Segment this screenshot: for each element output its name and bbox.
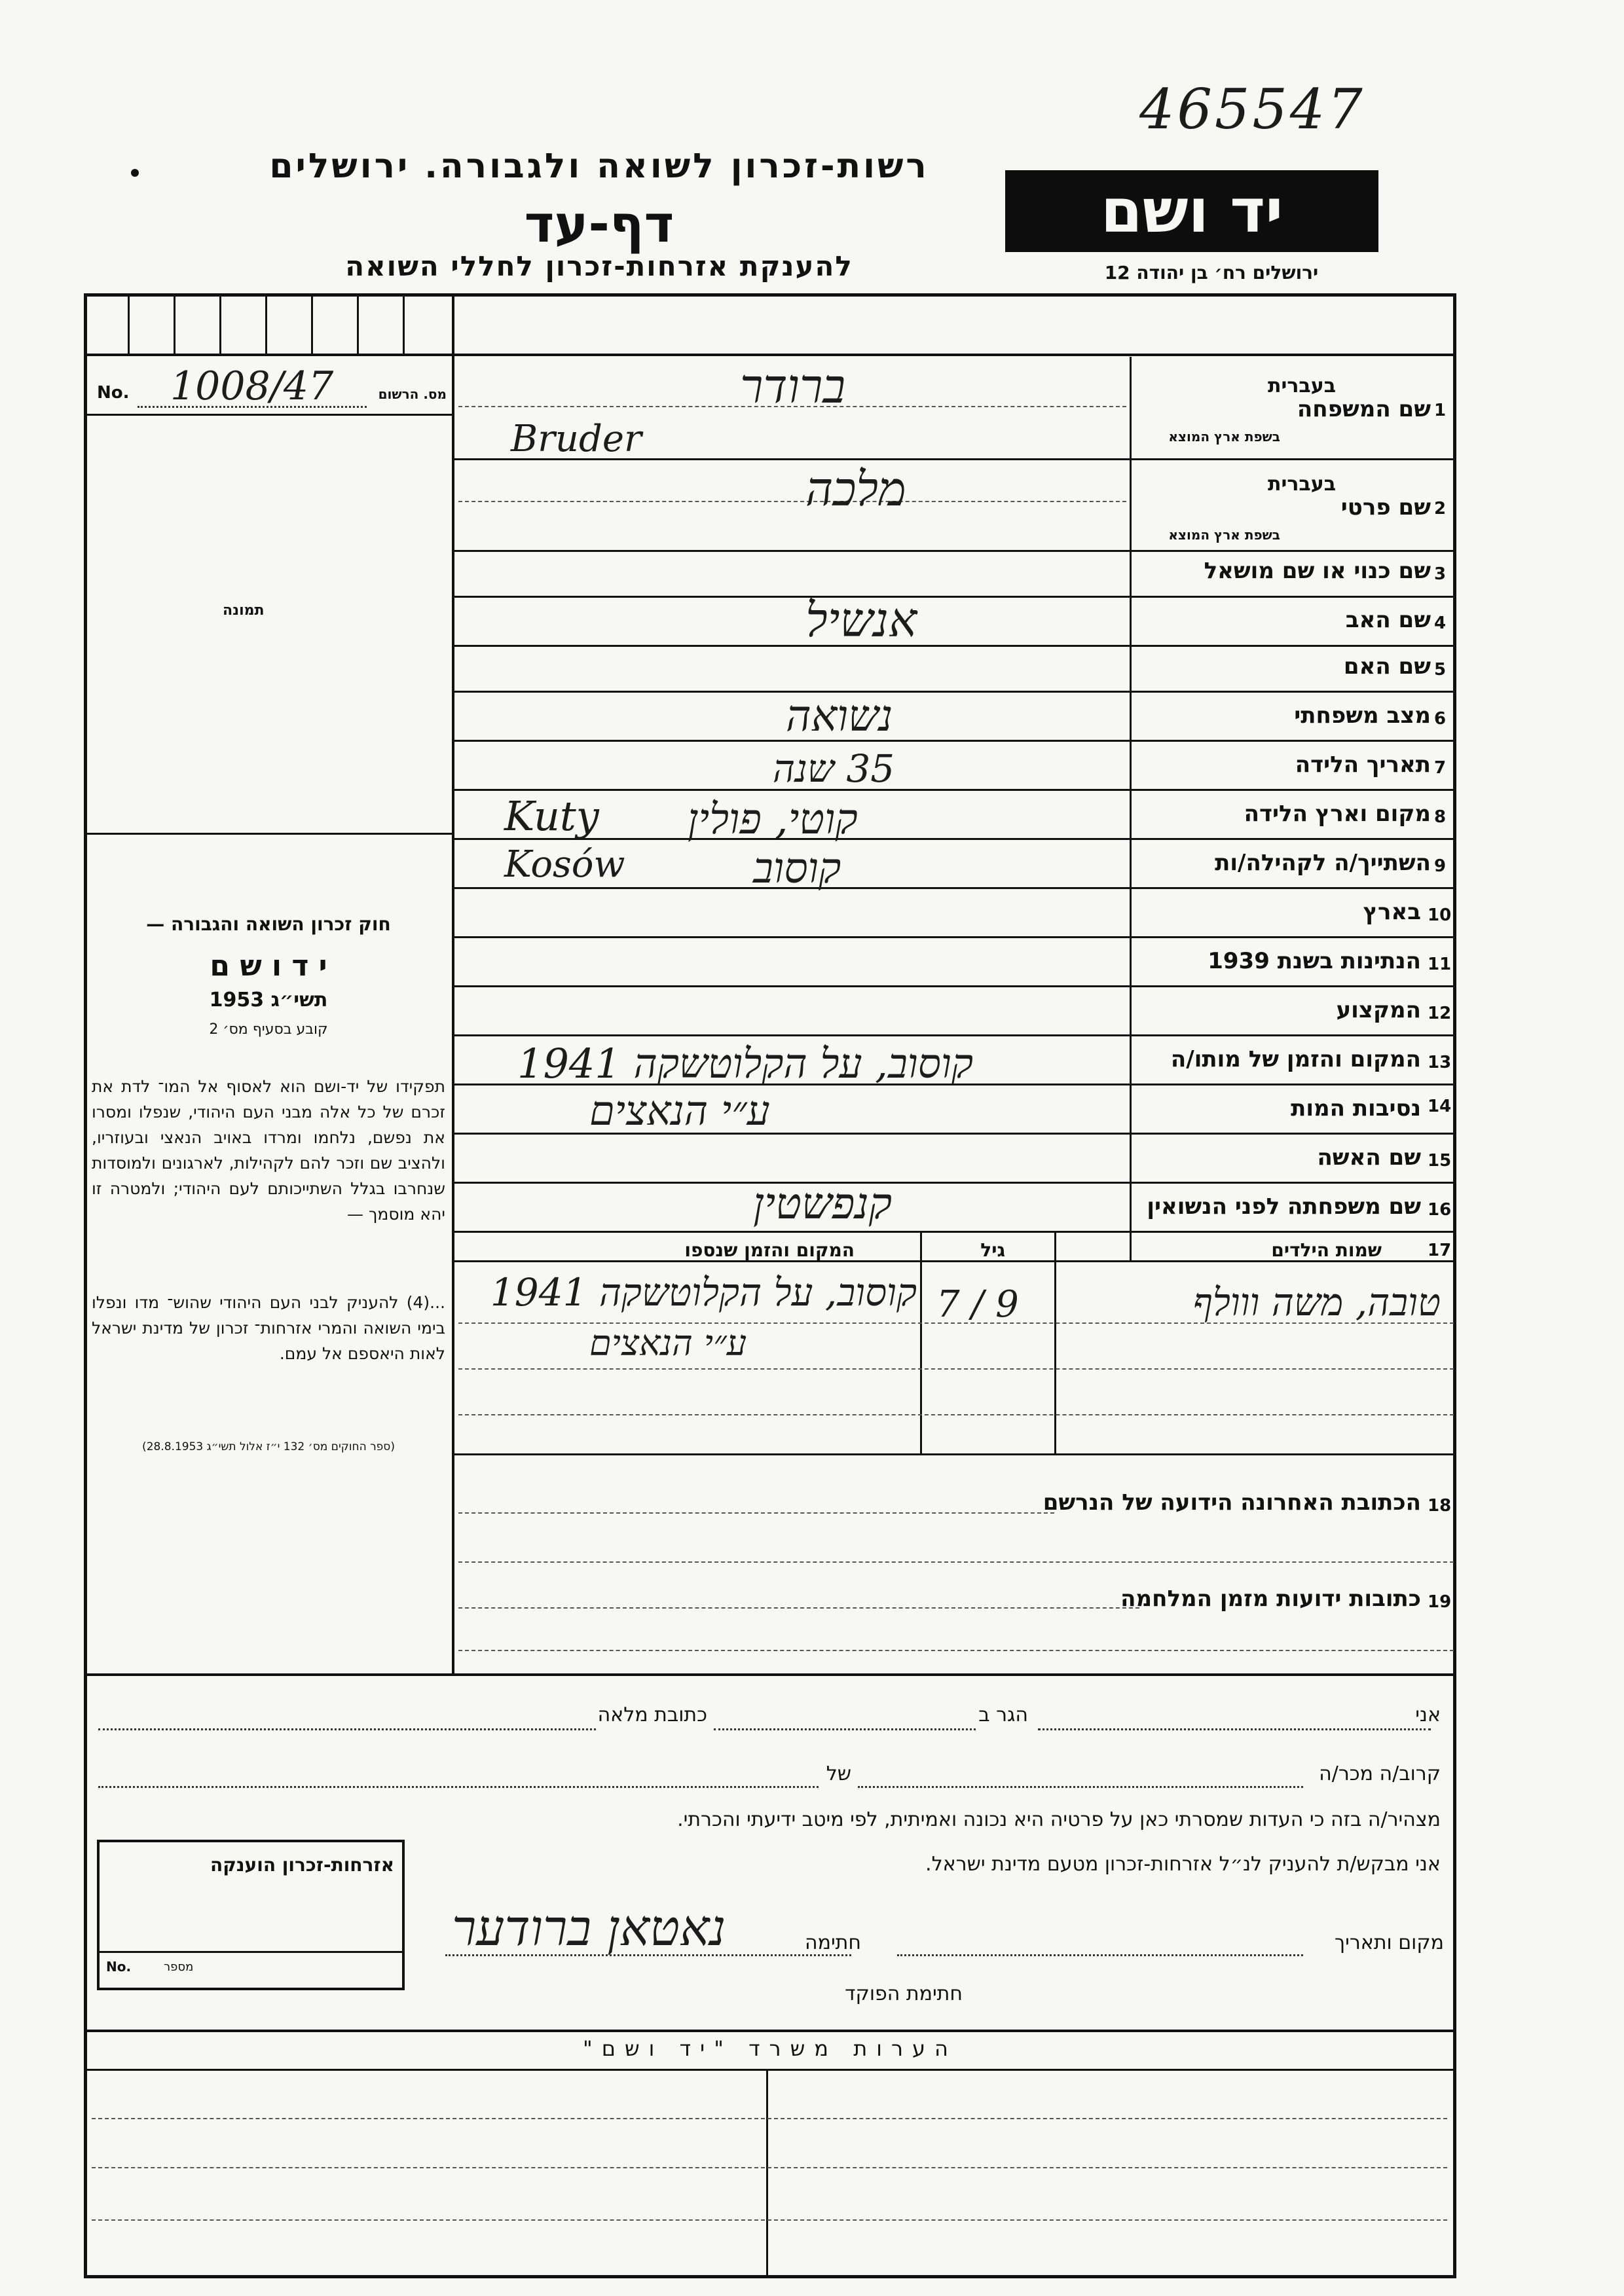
row-sep-6	[454, 740, 1456, 742]
row-sep-8	[454, 838, 1456, 840]
field-10-number: 10	[1428, 905, 1452, 925]
field-19-label: כתובות ידועות מזמן המלחמה	[1120, 1586, 1421, 1612]
field-19-line-2	[458, 1650, 1454, 1651]
field-9-number: 9	[1434, 856, 1447, 876]
row-sep-4	[454, 645, 1456, 647]
remarks-title: הערות משרד "יד ושם"	[583, 2036, 957, 2061]
field-3-number: 3	[1434, 564, 1447, 584]
field-8-label: מקום וארץ הלידה	[1244, 801, 1431, 827]
row-sep-11	[454, 985, 1456, 987]
law-paragraph-1: תפקידו של יד-ושם הוא לאסוף אל המו־ לדת את זכרם של כל אלה מבני העם היהודי, שנפלו ומסרו את נפשם, נלחמו ומרדו באויב הנאצי ובעוזריו, ולהציב שם וזכר להם לקהילות, לארגונים ולמוסדות שנחרבו בגלל השתייכותם לעם היהודי; ולמטרה זו יהא מוסמך —	[92, 1077, 445, 1224]
yad-vashem-logo: יד ושם	[1005, 170, 1378, 252]
field-19-number: 19	[1428, 1592, 1452, 1612]
field-13-label: המקום והזמן של מותו/ה	[1170, 1046, 1421, 1072]
granted-box-number-label: מספר	[164, 1960, 194, 1974]
field-17-number: 17	[1428, 1241, 1452, 1260]
field-13-number: 13	[1428, 1053, 1452, 1072]
form-title: דף-עד	[524, 195, 674, 254]
field-14-number: 14	[1428, 1097, 1452, 1116]
strip-cell-3	[219, 293, 221, 354]
decl-of: של	[826, 1762, 851, 1785]
photo-label: תמונה	[223, 602, 265, 619]
label-column-divider	[1130, 357, 1132, 1260]
field-3-label: שם כנוי או שם מושאל	[1204, 558, 1431, 584]
field-16-value: קנפשטין	[753, 1178, 893, 1229]
field-6-value: נשואה	[786, 691, 893, 741]
children-col-1	[1054, 1231, 1056, 1453]
row-sep-15	[454, 1182, 1456, 1184]
field-1-sub-origin: בשפת ארץ המוצא	[1168, 429, 1280, 445]
field-8-value-latin: Kuty	[504, 792, 599, 840]
children-names-value: טובה, משה ווולף	[1192, 1280, 1441, 1324]
field-5-number: 5	[1434, 660, 1447, 680]
field-6-label: מצב משפחתי	[1294, 702, 1431, 729]
strip-cell-1	[128, 293, 130, 354]
field-1-label: שם המשפחה	[1297, 396, 1431, 422]
row-sep-2	[454, 550, 1456, 552]
strip-cell-6	[357, 293, 359, 354]
remarks-line-1	[92, 2118, 1447, 2119]
field-10-label: בארץ	[1363, 899, 1421, 925]
field-8-value: קוטי, פולין	[688, 795, 858, 844]
field-11-number: 11	[1428, 955, 1452, 974]
registration-label: מס. הרשום	[378, 386, 447, 402]
field-9-label: השתייך/ה לקהילה/ות	[1215, 850, 1431, 876]
declaration-divider	[84, 1673, 1456, 1676]
field-18-line-1	[458, 1512, 1054, 1514]
logo-address: ירושלים רח׳ בן יהודה 12	[1104, 262, 1319, 283]
registration-underline	[84, 414, 452, 416]
law-year: תשי״ג 1953	[209, 989, 328, 1011]
field-14-label: נסיבות המות	[1291, 1095, 1421, 1121]
field-2-number: 2	[1434, 499, 1447, 519]
children-place-value-2: ע״י הנאצים	[589, 1322, 747, 1364]
children-names-header: שמות הילדים	[1271, 1239, 1382, 1261]
row-sep-9	[454, 887, 1456, 889]
field-2-label: שם פרטי	[1340, 494, 1431, 520]
row-sep-10	[454, 936, 1456, 938]
law-paragraph-2: ...(4) להעניק לבני העם היהודי שהוש־ מדו ונפלו בימי השואה והמרי אזרחות־ זכרון של מדינת ישראל לאות היאספם אל עמם.	[92, 1293, 445, 1363]
decl-line-2b	[98, 1786, 819, 1788]
org-name: רשות-זכרון לשואה ולגבורה. ירושלים	[269, 147, 929, 186]
field-13-value: קוסוב, על הקלוטשקה 1941	[517, 1040, 973, 1087]
granted-box-no: No.	[106, 1959, 132, 1975]
field-7-label: תאריך הלידה	[1295, 752, 1431, 778]
field-2-value: מלכה	[805, 462, 906, 517]
strip-cell-5	[311, 293, 313, 354]
decl-line-1a	[1038, 1728, 1431, 1730]
field-16-label: שם משפחתה לפני הנשואין	[1147, 1194, 1421, 1220]
children-place-header: המקום והזמן שנספו	[684, 1239, 855, 1261]
field-19-line-1	[458, 1607, 1139, 1609]
signature-label: חתימה	[804, 1931, 861, 1954]
field-4-number: 4	[1434, 613, 1447, 633]
row-sep-16	[454, 1231, 1456, 1233]
law-clause: קובע בסעיף מס׳ 2	[209, 1021, 328, 1038]
remarks-line-3	[92, 2219, 1447, 2221]
field-7-number: 7	[1434, 758, 1447, 778]
registration-no-value: 1008/47	[170, 363, 334, 409]
strip-cell-7	[403, 293, 405, 354]
children-col-2	[920, 1231, 922, 1453]
signature-value: נאטאן ברודער	[452, 1899, 726, 1957]
strip-cell-4	[265, 293, 267, 354]
children-age-header: גיל	[980, 1239, 1005, 1261]
law-title: חוק זכרון השואה והגבורה —	[146, 913, 391, 935]
field-11-label: הנתינות בשנת 1939	[1208, 948, 1421, 974]
law-source: (ספר החוקים מס׳ 132 י״ז אלול תשי״ג 28.8.1953)	[142, 1440, 395, 1453]
row-sep-7	[454, 789, 1456, 791]
decl-ani: אני	[1415, 1704, 1441, 1726]
archive-number: 465547	[1139, 77, 1365, 141]
row2-inner-line	[458, 501, 1126, 502]
remarks-line-2	[92, 2167, 1447, 2168]
field-14-value: ע״י הנאצים	[589, 1087, 770, 1135]
row-sep-5	[454, 691, 1456, 693]
strip-bottom-line	[84, 354, 1456, 356]
decl-relative: קרוב/ה מכר/ה	[1319, 1762, 1441, 1785]
decl-statement: מצהיר/ה בזה כי העדות שמסרתי כאן על פרטיה היא נכונה ואמיתית, לפי מיטב ידיעתי והכרתי.	[677, 1808, 1441, 1831]
field-8-number: 8	[1434, 807, 1447, 827]
granted-box-title: אזרחות-זכרון הוענקה	[210, 1854, 394, 1876]
decl-line-2a	[858, 1786, 1303, 1788]
field-1-value-latin: Bruder	[511, 418, 642, 460]
field-2-sub-origin: בשפת ארץ המוצא	[1168, 527, 1280, 543]
remarks-title-underline	[84, 2069, 1456, 2071]
decl-resides: הגר ב	[978, 1704, 1028, 1726]
field-4-label: שם האב	[1345, 607, 1431, 633]
left-column-divider	[452, 293, 454, 1675]
place-date-label: מקום ותאריך	[1335, 1931, 1444, 1954]
decl-line-1c	[98, 1728, 596, 1730]
children-line-3	[458, 1414, 1454, 1415]
field-1-number: 1	[1434, 401, 1447, 420]
granted-box-sep	[97, 1951, 405, 1953]
law-name: י ד ו ש ם	[210, 949, 327, 983]
field-9-value-latin: Kosów	[504, 843, 625, 886]
children-place-value: קוסוב, על הקלוטשקה 1941	[490, 1270, 917, 1315]
children-line-2	[458, 1368, 1454, 1370]
children-ages-value: 7 / 9	[936, 1283, 1019, 1326]
decl-line-1b	[714, 1728, 976, 1730]
field-15-label: שם האשה	[1317, 1144, 1421, 1171]
remarks-divider	[84, 2030, 1456, 2032]
field-16-number: 16	[1428, 1200, 1452, 1220]
field-12-label: המקצוע	[1336, 997, 1421, 1023]
officer-signature-label: חתימת הפוקד	[845, 1982, 963, 2005]
field-1-value: ברודר	[740, 359, 846, 414]
field-18-number: 18	[1428, 1496, 1452, 1516]
row-sep-3	[454, 596, 1456, 598]
remarks-center-divider	[766, 2069, 768, 2278]
form-subtitle: להענקת אזרחות-זכרון לחללי השואה	[345, 250, 853, 282]
registration-no-label: No.	[97, 383, 130, 403]
field-2-sub-hebrew: בעברית	[1268, 473, 1336, 496]
strip-cell-2	[174, 293, 175, 354]
field-4-value: אנשיל	[805, 592, 917, 647]
field-12-number: 12	[1428, 1004, 1452, 1023]
children-bottom-line	[454, 1453, 1456, 1455]
field-9-value: קוסוב	[753, 845, 841, 893]
field-18-label: הכתובת האחרונה הידועה של הנרשם	[1043, 1489, 1421, 1516]
speck	[131, 169, 139, 177]
row-sep-12	[454, 1034, 1456, 1036]
decl-address: כתובת מלאה	[597, 1704, 707, 1726]
field-15-number: 15	[1428, 1151, 1452, 1171]
field-6-number: 6	[1434, 709, 1447, 729]
field-5-label: שם האם	[1343, 653, 1431, 680]
decl-request: אני מבקש/ת להעניק לנ״ל אזרחות-זכרון מטעם מדינת ישראל.	[925, 1853, 1441, 1876]
field-18-line-2	[458, 1561, 1454, 1563]
photo-bottom-line	[84, 833, 452, 835]
field-1-sub-hebrew: בעברית	[1268, 374, 1336, 397]
place-date-line	[897, 1954, 1303, 1956]
field-7-value: 35 שנה	[773, 746, 895, 791]
